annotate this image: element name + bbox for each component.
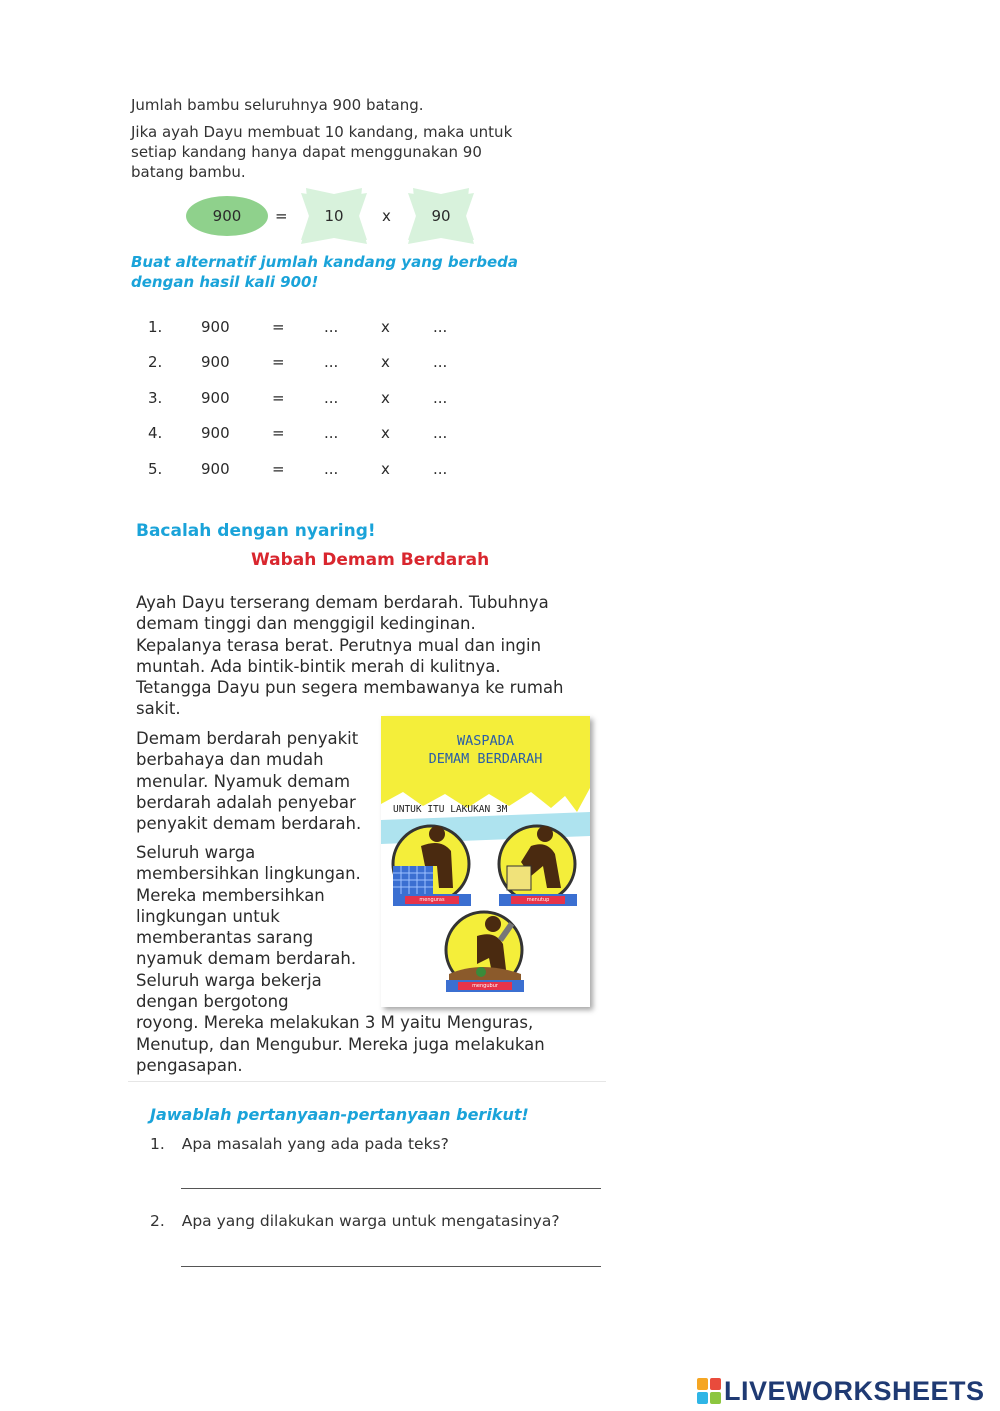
- text-line: Tetangga Dayu pun segera membawanya ke rumah: [136, 678, 564, 698]
- text-line: menular. Nyamuk demam: [136, 771, 351, 791]
- factor-b-badge: [408, 188, 474, 244]
- text-line: nyamuk demam berdarah.: [136, 949, 357, 969]
- text-line: sakit.: [136, 699, 181, 719]
- item-blank-b[interactable]: ...: [433, 318, 448, 336]
- questions-heading: Jawablah pertanyaan-pertanyaan berikut!: [150, 1105, 529, 1124]
- text-line: berbahaya dan mudah: [136, 750, 324, 770]
- dengue-poster: [381, 716, 590, 1007]
- question-text: Apa yang dilakukan warga untuk mengatasinya?: [181, 1212, 560, 1230]
- item-equals: =: [272, 353, 285, 371]
- item-times: x: [381, 318, 390, 336]
- reading-heading: Bacalah dengan nyaring!: [136, 521, 376, 541]
- text-line: Buat alternatif jumlah kandang yang berbeda: [131, 253, 518, 271]
- item-total: 900: [201, 389, 230, 407]
- total-value: 900: [212, 207, 242, 225]
- item-total: 900: [201, 318, 230, 336]
- reading-paragraph-1: [136, 592, 606, 720]
- liveworksheets-logo-icon: [697, 1378, 721, 1404]
- text-line: Seluruh warga bekerja: [136, 970, 322, 990]
- liveworksheets-logo: [697, 1374, 985, 1408]
- text-line: Demam berdarah penyakit: [136, 729, 359, 748]
- text-line: penyakit demam berdarah.: [136, 814, 362, 834]
- list-item: [148, 318, 468, 338]
- item-blank-a[interactable]: ...: [324, 389, 339, 407]
- question-1: [150, 1134, 449, 1154]
- text-line: setiap kandang hanya dapat menggunakan 90: [131, 143, 482, 161]
- text-line: Seluruh warga: [136, 843, 256, 862]
- item-blank-a[interactable]: ...: [324, 424, 339, 442]
- text-line: batang bambu.: [131, 163, 246, 181]
- item-equals: =: [272, 318, 285, 336]
- item-number: 2.: [148, 353, 163, 371]
- text-line: Kepalanya terasa berat. Perutnya mual dan ingin: [136, 635, 542, 655]
- item-number: 5.: [148, 460, 163, 478]
- item-total: 900: [201, 460, 230, 478]
- total-oval: [186, 196, 268, 236]
- item-total: 900: [201, 424, 230, 442]
- item-number: 1.: [148, 318, 163, 336]
- text-line: Mereka membersihkan: [136, 885, 325, 905]
- brand-text: LIVEWORKSHEETS: [724, 1375, 985, 1406]
- text-line: Jika ayah Dayu membuat 10 kandang, maka untuk: [131, 123, 513, 141]
- poster-label-mengubur: mengubur: [472, 983, 498, 989]
- text-line: muntah. Ada bintik-bintik merah di kulitnya.: [136, 656, 501, 676]
- item-blank-a[interactable]: ...: [324, 353, 339, 371]
- text-line: Menutup, dan Mengubur. Mereka juga melakukan: [136, 1034, 545, 1054]
- poster-label-menutup: menutup: [526, 897, 550, 903]
- item-times: x: [381, 460, 390, 478]
- list-item: [148, 460, 468, 480]
- section-divider: [128, 1081, 606, 1082]
- item-equals: =: [272, 389, 285, 407]
- question-number: 2.: [150, 1212, 165, 1230]
- item-times: x: [381, 389, 390, 407]
- item-total: 900: [201, 353, 230, 371]
- text-line: pengasapan.: [136, 1055, 243, 1075]
- question-2: [150, 1211, 560, 1231]
- intro-line: Jumlah bambu seluruhnya 900 batang.: [131, 96, 424, 114]
- answer-line-2[interactable]: [181, 1266, 601, 1267]
- poster-label-menguras: menguras: [419, 897, 445, 903]
- item-times: x: [381, 424, 390, 442]
- poster-title-line: WASPADA: [457, 733, 514, 749]
- reading-paragraph-2: [136, 728, 376, 834]
- item-equals: =: [272, 424, 285, 442]
- item-equals: =: [272, 460, 285, 478]
- item-blank-a[interactable]: ...: [324, 460, 339, 478]
- text-line: Ayah Dayu terserang demam berdarah. Tubuhnya: [136, 593, 549, 612]
- text-line: membersihkan lingkungan.: [136, 864, 361, 884]
- text-line: dengan bergotong: [136, 992, 289, 1012]
- question-text: Apa masalah yang ada pada teks?: [181, 1135, 449, 1153]
- list-item: [148, 353, 468, 373]
- item-blank-b[interactable]: ...: [433, 353, 448, 371]
- item-number: 4.: [148, 424, 163, 442]
- question-number: 1.: [150, 1135, 165, 1153]
- item-number: 3.: [148, 389, 163, 407]
- times-sign: x: [382, 207, 391, 225]
- answer-line-1[interactable]: [181, 1188, 601, 1189]
- factor-b-value: 90: [431, 207, 451, 225]
- text-line: berdarah adalah penyebar: [136, 792, 356, 812]
- list-item: [148, 389, 468, 409]
- equals-sign: =: [275, 207, 288, 225]
- list-item: [148, 424, 468, 444]
- task-heading: [131, 252, 518, 292]
- poster-subtitle: UNTUK ITU LAKUKAN 3M: [393, 804, 508, 815]
- text-line: lingkungan untuk: [136, 906, 280, 926]
- text-line: demam tinggi dan menggigil kedinginan.: [136, 614, 476, 634]
- text-line: dengan hasil kali 900!: [131, 273, 319, 291]
- item-blank-b[interactable]: ...: [433, 460, 448, 478]
- reading-title: Wabah Demam Berdarah: [251, 550, 490, 570]
- item-blank-a[interactable]: ...: [324, 318, 339, 336]
- poster-title: [381, 732, 590, 768]
- text-line: royong. Mereka melakukan 3 M yaitu Menguras,: [136, 1013, 534, 1033]
- factor-a-value: 10: [324, 207, 344, 225]
- text-line: memberantas sarang: [136, 928, 314, 948]
- factor-a-badge: [301, 188, 367, 244]
- intro-paragraph: [131, 122, 512, 182]
- item-blank-b[interactable]: ...: [433, 389, 448, 407]
- item-blank-b[interactable]: ...: [433, 424, 448, 442]
- poster-title-line: DEMAM BERDARAH: [428, 751, 543, 767]
- item-times: x: [381, 353, 390, 371]
